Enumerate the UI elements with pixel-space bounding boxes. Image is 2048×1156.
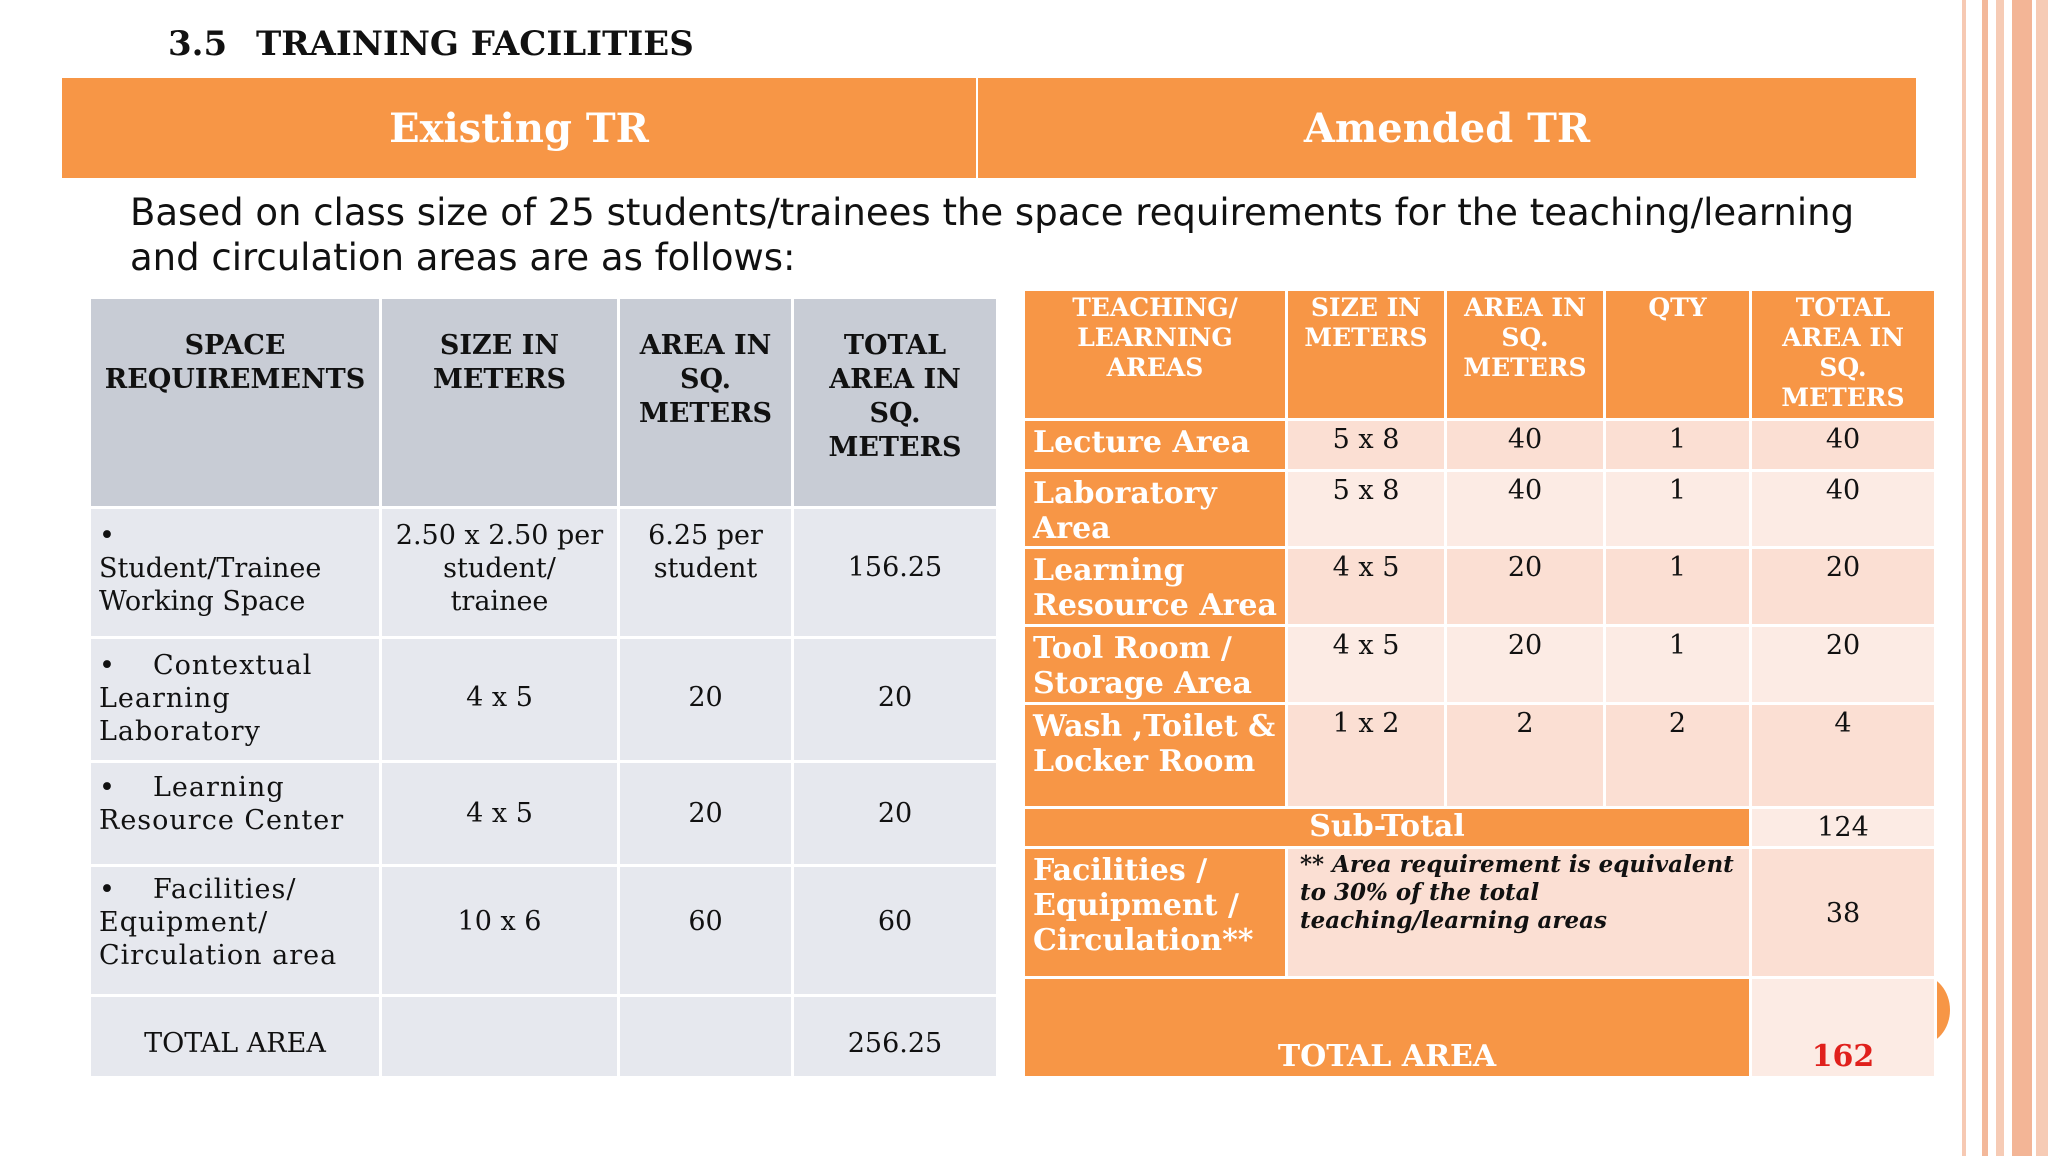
column-header: SIZE IN METERS: [1287, 290, 1446, 420]
table-row: [1024, 420, 1936, 471]
table-header-row: [1024, 290, 1936, 420]
total-cell: 4: [1751, 704, 1936, 808]
total-label: TOTAL AREA: [90, 996, 381, 1078]
total-label: TOTAL AREA: [1024, 978, 1751, 1078]
section-title: TRAINING FACILITIES: [256, 24, 694, 64]
section-heading: [168, 24, 694, 64]
total-cell: 60: [793, 866, 998, 996]
area-cell: 20: [1446, 548, 1605, 626]
area-name-cell: Tool Room / Storage Area: [1024, 626, 1287, 704]
table-row: [1024, 704, 1936, 808]
facilities-row: [1024, 848, 1936, 978]
area-cell: 2: [1446, 704, 1605, 808]
size-cell: 4 x 5: [381, 638, 619, 762]
space-name-cell: • Learning Resource Center: [90, 762, 381, 866]
decor-stripe: [2036, 0, 2048, 1156]
area-cell: 20: [1446, 626, 1605, 704]
empty-cell: [381, 996, 619, 1078]
amended-tr-header: Amended TR: [978, 78, 1916, 178]
total-value: 162: [1751, 978, 1936, 1078]
column-header: QTY: [1605, 290, 1751, 420]
amended-space-table: [1022, 288, 1937, 1079]
qty-cell: 2: [1605, 704, 1751, 808]
existing-space-table: [88, 296, 999, 1079]
column-header: TOTAL AREA IN SQ. METERS: [793, 298, 998, 508]
column-header: SIZE IN METERS: [381, 298, 619, 508]
table-row: [1024, 471, 1936, 548]
size-cell: 5 x 8: [1287, 471, 1446, 548]
area-cell: 20: [619, 638, 793, 762]
size-cell: 4 x 5: [381, 762, 619, 866]
column-header: TEACHING/ LEARNING AREAS: [1024, 290, 1287, 420]
qty-cell: 1: [1605, 548, 1751, 626]
decor-stripe: [2012, 0, 2032, 1156]
subtotal-value: 124: [1751, 808, 1936, 848]
decor-stripe: [1982, 0, 1988, 1156]
size-cell: 1 x 2: [1287, 704, 1446, 808]
table-row: [90, 638, 998, 762]
total-cell: 20: [1751, 548, 1936, 626]
total-cell: 20: [793, 638, 998, 762]
area-cell: 60: [619, 866, 793, 996]
intro-text: Based on class size of 25 students/trainees the space requirements for the teaching/learning and circulation areas are as follows:: [130, 191, 1855, 279]
qty-cell: 1: [1605, 420, 1751, 471]
size-cell: 10 x 6: [381, 866, 619, 996]
area-name-cell: Laboratory Area: [1024, 471, 1287, 548]
facilities-value: 38: [1751, 848, 1936, 978]
total-row: [90, 996, 998, 1078]
subtotal-row: [1024, 808, 1936, 848]
area-cell: 40: [1446, 471, 1605, 548]
total-cell: 40: [1751, 420, 1936, 471]
table-row: [90, 508, 998, 638]
qty-cell: 1: [1605, 626, 1751, 704]
table-header-row: [90, 298, 998, 508]
size-cell: 5 x 8: [1287, 420, 1446, 471]
size-cell: 2.50 x 2.50 per student/ trainee: [381, 508, 619, 638]
section-number: 3.5: [168, 24, 228, 64]
column-header: AREA IN SQ. METERS: [619, 298, 793, 508]
total-cell: 40: [1751, 471, 1936, 548]
area-name-cell: Learning Resource Area: [1024, 548, 1287, 626]
total-cell: 20: [793, 762, 998, 866]
decor-stripe: [1962, 0, 1966, 1156]
table-row: [90, 762, 998, 866]
qty-cell: 1: [1605, 471, 1751, 548]
total-cell: 156.25: [793, 508, 998, 638]
space-name-cell: • Contextual Learning Laboratory: [90, 638, 381, 762]
empty-cell: [619, 996, 793, 1078]
column-header: AREA IN SQ. METERS: [1446, 290, 1605, 420]
facilities-note: ** Area requirement is equivalent to 30% of the total teaching/learning areas: [1287, 848, 1751, 978]
column-header: SPACE REQUIREMENTS: [90, 298, 381, 508]
existing-tr-header: Existing TR: [62, 78, 976, 178]
decor-stripe: [1996, 0, 2004, 1156]
table-row: [1024, 626, 1936, 704]
area-name-cell: Lecture Area: [1024, 420, 1287, 471]
space-name-cell: • Facilities/ Equipment/ Circulation area: [90, 866, 381, 996]
area-name-cell: Wash ,Toilet & Locker Room: [1024, 704, 1287, 808]
area-cell: 6.25 per student: [619, 508, 793, 638]
area-cell: 20: [619, 762, 793, 866]
size-cell: 4 x 5: [1287, 626, 1446, 704]
area-cell: 40: [1446, 420, 1605, 471]
total-cell: 20: [1751, 626, 1936, 704]
table-row: [90, 866, 998, 996]
total-row: [1024, 978, 1936, 1078]
table-row: [1024, 548, 1936, 626]
total-value: 256.25: [793, 996, 998, 1078]
space-name-cell: •Student/Trainee Working Space: [90, 508, 381, 638]
facilities-label: Facilities / Equipment / Circulation**: [1024, 848, 1287, 978]
column-header: TOTAL AREA IN SQ. METERS: [1751, 290, 1936, 420]
subtotal-label: Sub-Total: [1024, 808, 1751, 848]
size-cell: 4 x 5: [1287, 548, 1446, 626]
